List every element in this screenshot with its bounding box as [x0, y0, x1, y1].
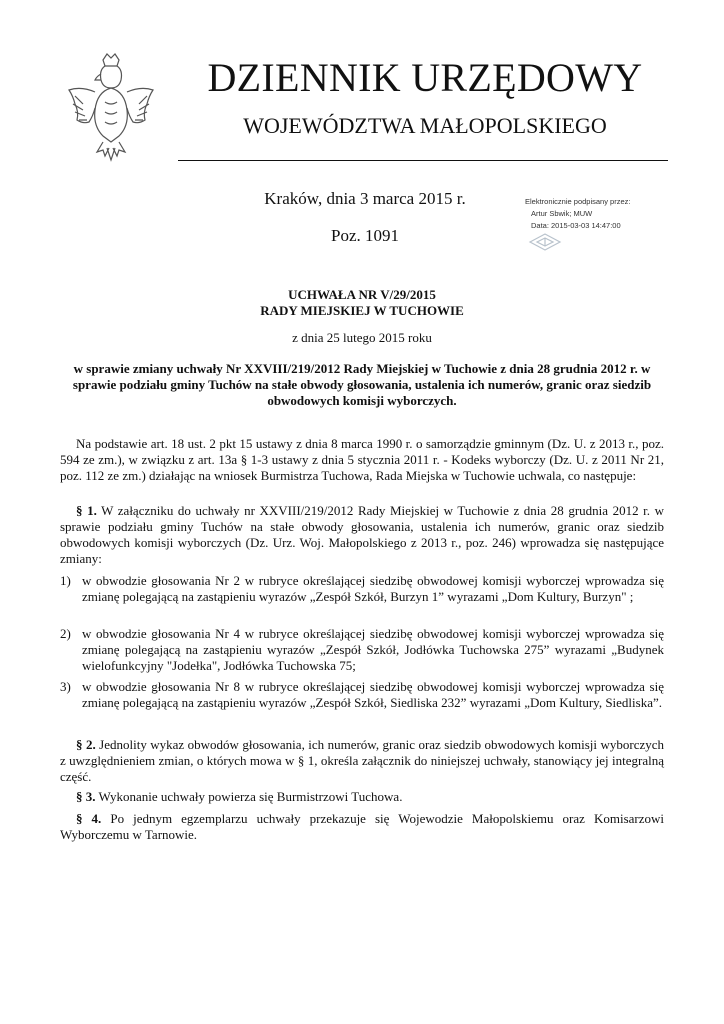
header-divider [178, 160, 668, 161]
position-number: Poz. 1091 [331, 226, 399, 245]
section-3-label: § 3. [76, 789, 96, 804]
list-item [60, 679, 664, 711]
list-item [60, 573, 664, 605]
section-3-paragraph [60, 789, 664, 805]
list-item-text: w obwodzie głosowania Nr 2 w rubryce określającej siedzibę obwodowej komisji wyborczej wprowadza się zmianę polegającą na zastąpieniu wyrazów „Zespół Szkół, Burzyn 1” wyrazami „Dom Kultury, Burzyn" ; [82, 573, 664, 604]
journal-title: DZIENNIK URZĘDOWY [207, 55, 643, 100]
section-4-label: § 4. [76, 811, 102, 826]
section-1-text: W załączniku do uchwały nr XXVIII/219/2012 Rady Miejskiej w Tuchowie z dnia 28 grudnia 2012 r. w sprawie podziału gminy Tuchów na stałe obwody głosowania, ustalenia ich numerów, granic oraz siedzib obwodowych komisji wyborczych (Dz. Urz. Woj. Małopolskiego z 2013 r., poz. 246) wprowadza się następujące zmiany: [60, 503, 665, 566]
section-4-paragraph [60, 811, 664, 843]
section-4-text: Po jednym egzemplarzu uchwały przekazuje się Wojewodzie Małopolskiemu oraz Komisarzowi Wyborczemu w Tarnowie. [60, 811, 665, 842]
signature-line-1: Elektronicznie podpisany przez: [525, 197, 631, 206]
signature-line-2: Artur Sbwik; MUW [531, 209, 593, 218]
list-item-text: w obwodzie głosowania Nr 8 w rubryce określającej siedzibę obwodowej komisji wyborczej wprowadza się zmianę polegającą na zastąpieniu wyrazów „Zespół Szkół, Siedliska 232” wyrazami „Dom Kultury, Siedliska”. [82, 679, 664, 710]
polish-eagle-emblem-icon [63, 52, 159, 164]
signature-line-3: Data: 2015-03-03 14:47:00 [531, 221, 621, 230]
signature-stamp-icon [528, 232, 562, 252]
section-2-text: Jednolity wykaz obwodów głosowania, ich numerów, granic oraz siedzib obwodowych komisji wyborczych z uwzględnieniem zmian, o których mowa w § 1, określa załącznik do niniejszej uchwały, stanowiący jej integralną część. [60, 737, 665, 784]
place-date: Kraków, dnia 3 marca 2015 r. [264, 189, 466, 208]
list-item-text: w obwodzie głosowania Nr 4 w rubryce określającej siedzibę obwodowej komisji wyborczej wprowadza się zmianę polegającą na zastąpieniu wyrazów „Zespół Szkół, Jodłówka Tuchowska 275” wyrazami „Budynek wielofunkcyjny "Jodełka", Jodłówka Tuchowska 75; [82, 626, 664, 673]
resolution-date: z dnia 25 lutego 2015 roku [292, 330, 432, 345]
resolution-council: RADY MIEJSKIEJ W TUCHOWIE [260, 303, 464, 318]
section-2-label: § 2. [76, 737, 96, 752]
journal-subtitle: WOJEWÓDZTWA MAŁOPOLSKIEGO [243, 113, 607, 138]
list-item-number: 1) [60, 573, 71, 588]
list-item [60, 626, 664, 674]
section-3-text: Wykonanie uchwały powierza się Burmistrzowi Tuchowa. [98, 789, 403, 804]
list-item-number: 3) [60, 679, 71, 694]
resolution-number: UCHWAŁA NR V/29/2015 [288, 287, 436, 302]
list-item-number: 2) [60, 626, 71, 641]
electronic-signature [525, 196, 705, 232]
resolution-subject: w sprawie zmiany uchwały Nr XXVIII/219/2012 Rady Miejskiej w Tuchowie z dnia 28 grudnia 2012 r. w sprawie podziału gminy Tuchów na stałe obwody głosowania, ustalenia ich numerów, granic oraz siedzib obwodowych komisji wyborczych. [72, 361, 652, 408]
preamble-paragraph: Na podstawie art. 18 ust. 2 pkt 15 ustawy z dnia 8 marca 1990 r. o samorządzie gminnym (Dz. U. z 2013 r., poz. 594 ze zm.), w związku z art. 13a § 1-3 ustawy z dnia 5 stycznia 2011 r. - Kodeks wyborczy (Dz. U. z 2011 Nr 21, poz. 112 ze zm.) działając na wniosek Burmistrza Tuchowa, Rada Miejska w Tuchowie uchwala, co następuje: [60, 436, 664, 483]
section-1-label: § 1. [76, 503, 97, 518]
section-2-paragraph [60, 737, 664, 785]
section-1-paragraph [60, 503, 664, 567]
